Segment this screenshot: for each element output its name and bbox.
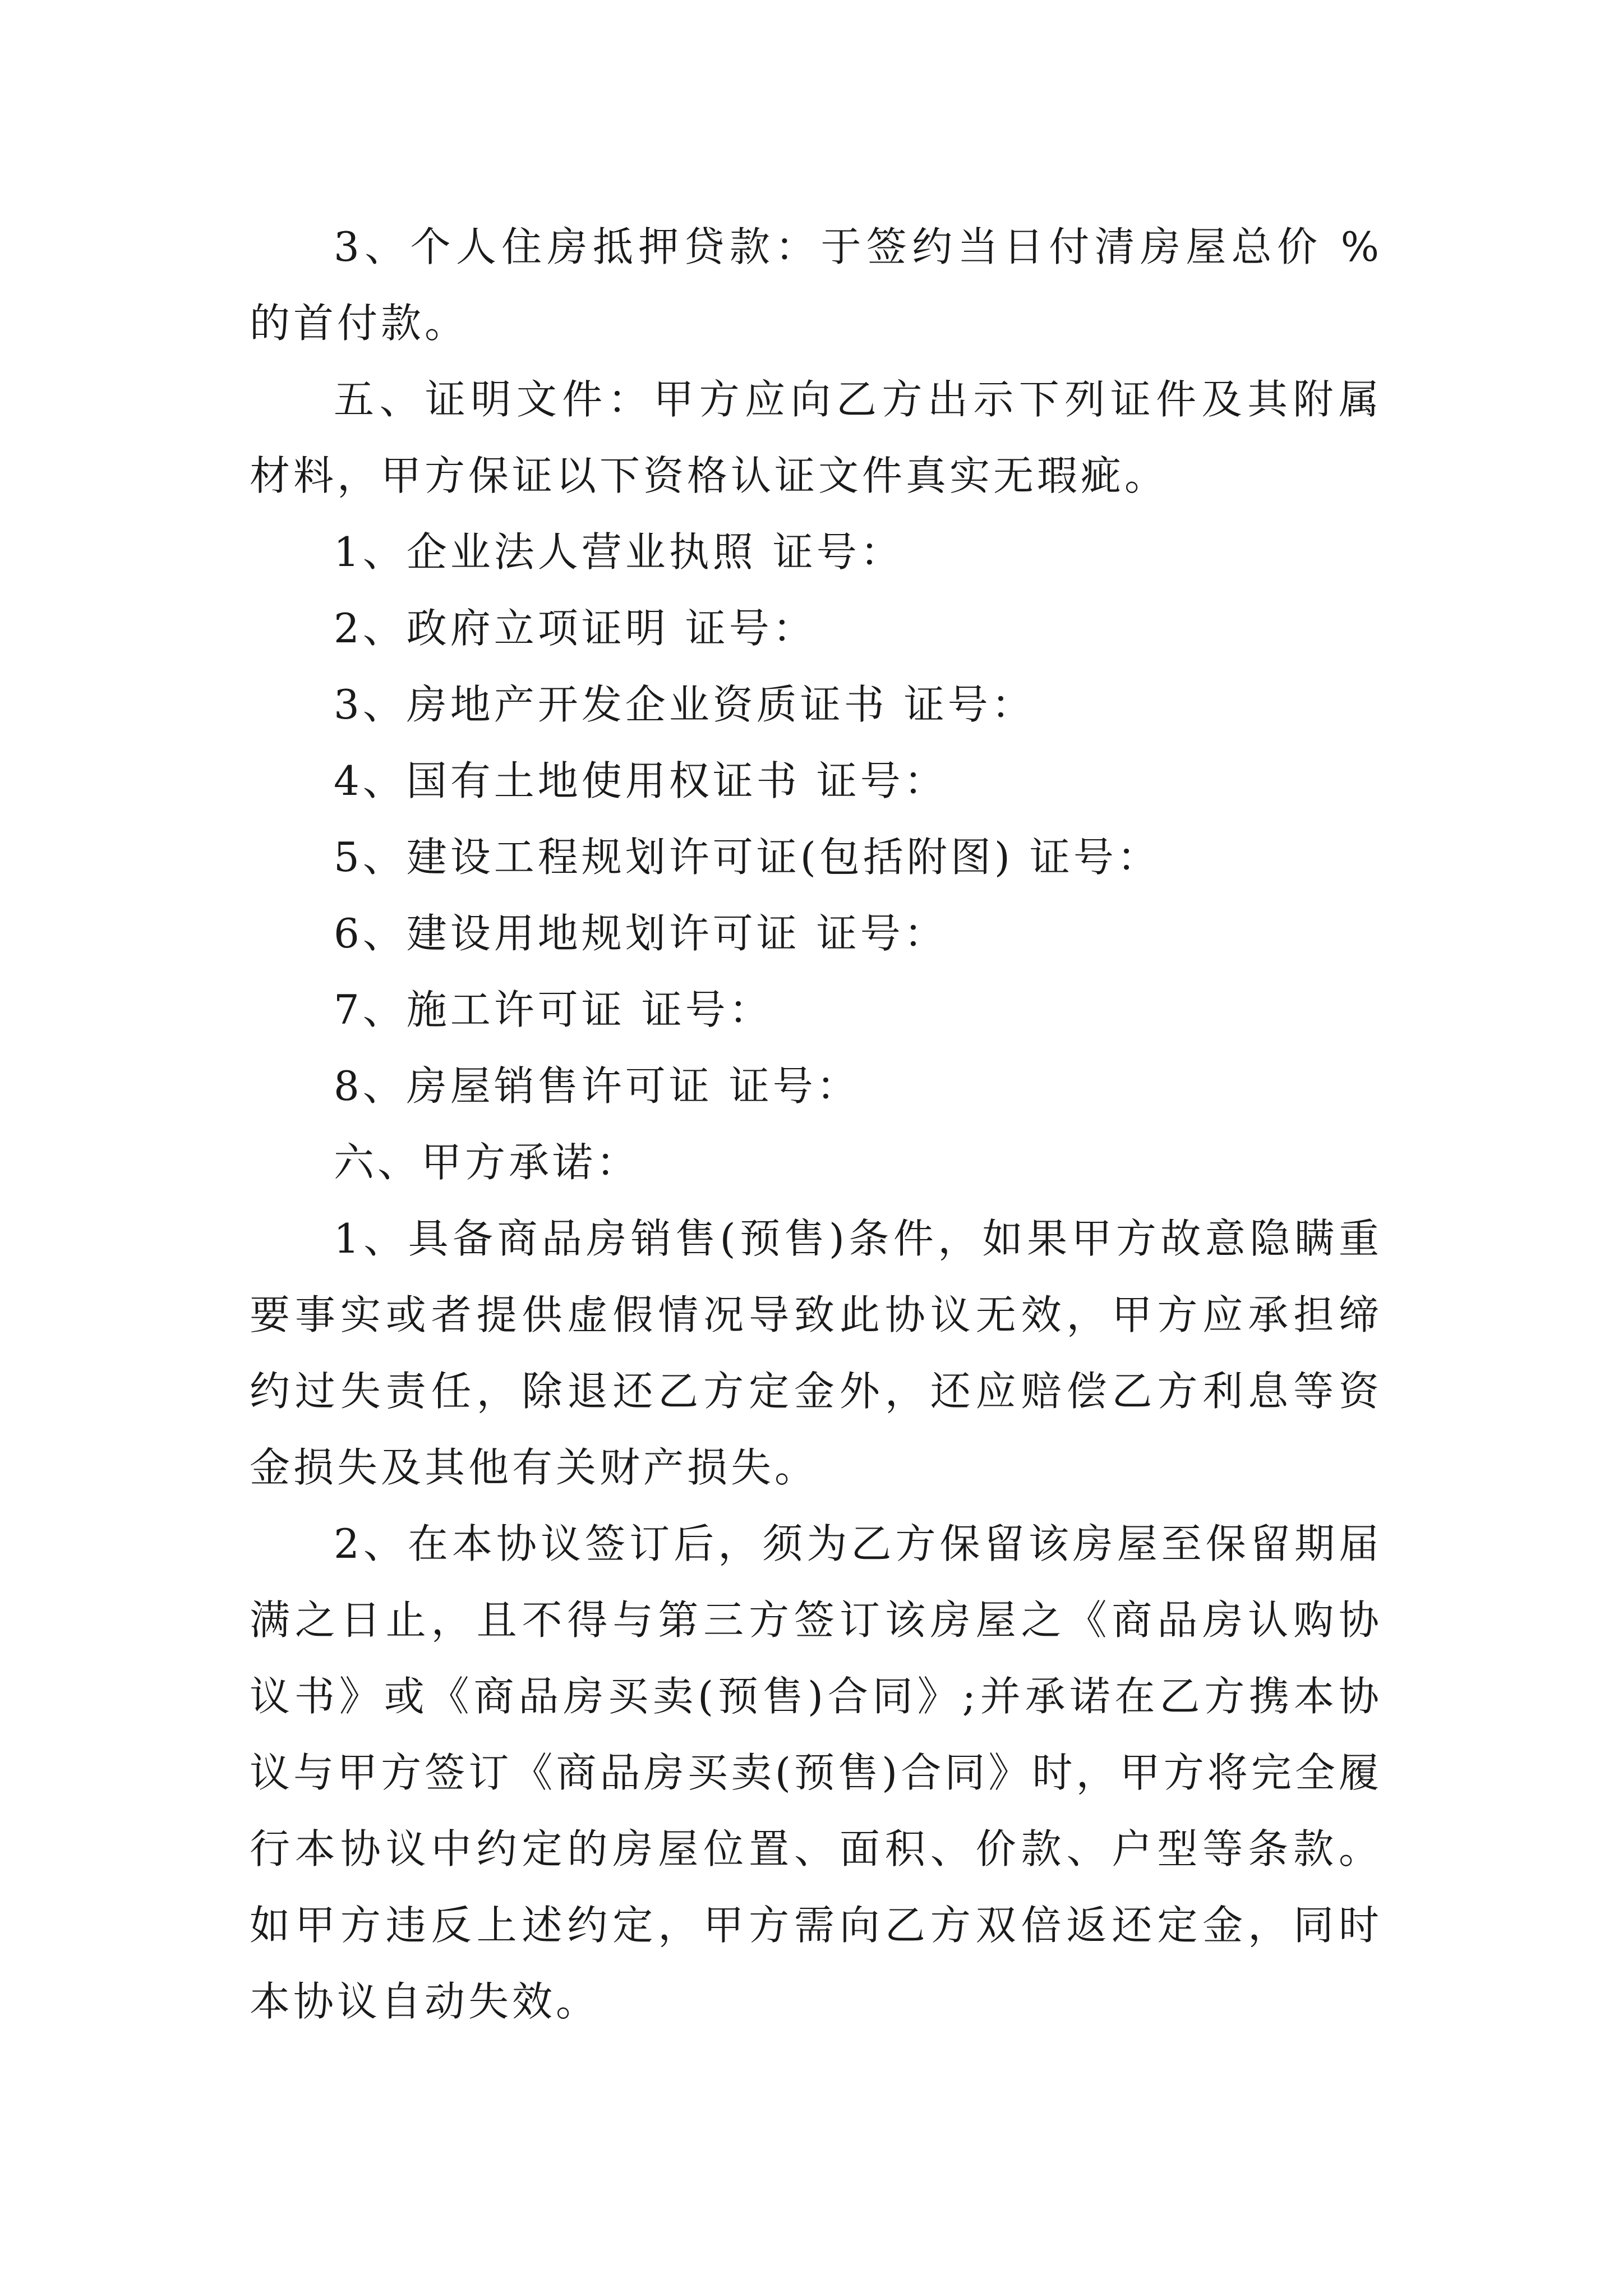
list-item-land-planning-permit: 6、建设用地规划许可证 证号： xyxy=(334,910,948,957)
list-item-developer-qualification: 3、房地产开发企业资质证书 证号： xyxy=(334,681,1035,728)
list-item-project-approval: 2、政府立项证明 证号： xyxy=(334,605,817,652)
list-item-business-license: 1、企业法人营业执照 证号： xyxy=(334,528,904,576)
paragraph-mortgage-down-payment: 3、个人住房抵押贷款：于签约当日付清房屋总价 %的首付款。 xyxy=(250,223,1382,347)
paragraph-commitment-1: 1、具备商品房销售(预售)条件，如果甲方故意隐瞒重要事实或者提供虚假情况导致此协议无效，甲方应承担缔约过失责任，除退还乙方定金外，还应赔偿乙方利息等资金损失及其他有关财产损失。 xyxy=(250,1215,1382,1491)
list-item-construction-planning-permit: 5、建设工程规划许可证(包括附图) 证号： xyxy=(334,834,1161,881)
paragraph-section-5-certificates: 五、证明文件：甲方应向乙方出示下列证件及其附属材料，甲方保证以下资格认证文件真实无瑕疵。 xyxy=(250,376,1382,499)
document-body xyxy=(250,209,1382,2040)
list-item-construction-permit: 7、施工许可证 证号： xyxy=(334,986,773,1033)
paragraph-commitment-2: 2、在本协议签订后，须为乙方保留该房屋至保留期届满之日止，且不得与第三方签订该房屋之《商品房认购协议书》或《商品房买卖(预售)合同》;并承诺在乙方携本协议与甲方签订《商品房买卖(预售)合同》时，甲方将完全履行本协议中约定的房屋位置、面积、价款、户型等条款。如甲方违反上述约定，甲方需向乙方双倍返还定金，同时本协议自动失效。 xyxy=(250,1520,1382,2025)
list-item-sales-permit: 8、房屋销售许可证 证号： xyxy=(334,1062,860,1110)
list-item-land-use-certificate: 4、国有土地使用权证书 证号： xyxy=(334,757,948,804)
paragraph-section-6-heading: 六、甲方承诺： xyxy=(334,1139,640,1186)
